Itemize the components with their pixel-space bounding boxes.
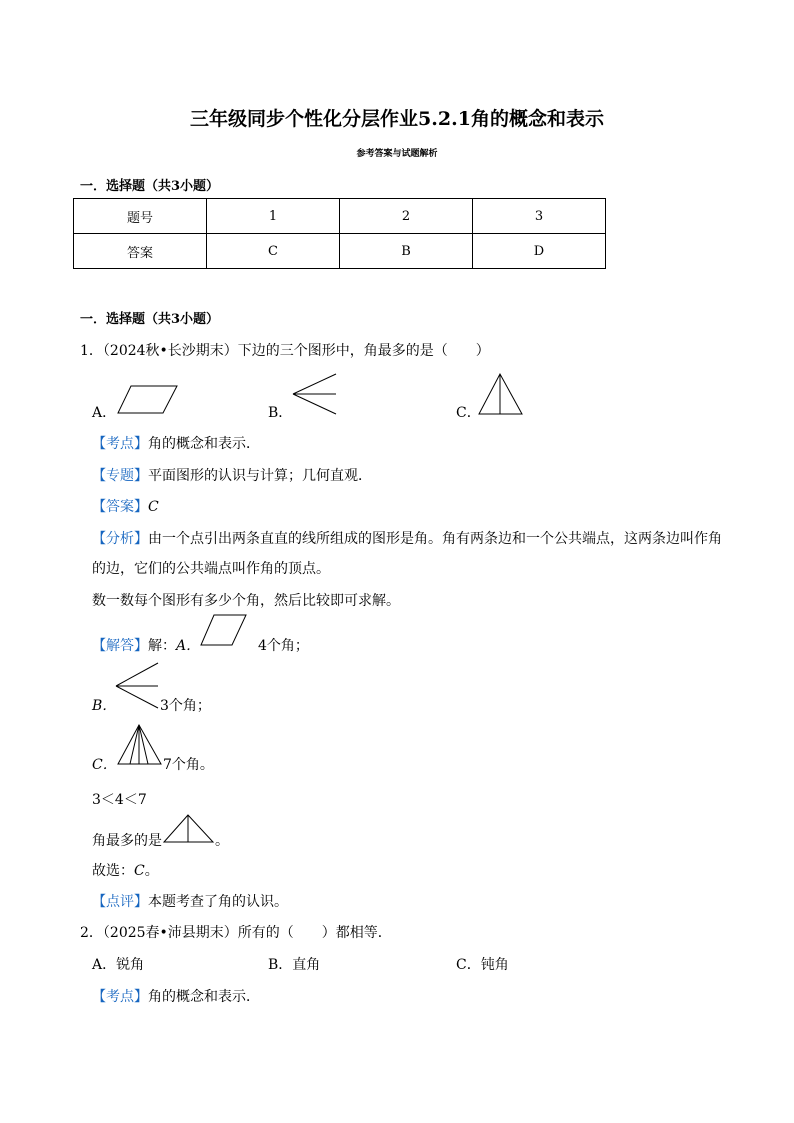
q1-kaodian bbox=[92, 433, 260, 453]
daan-tag: 【答案】 bbox=[92, 499, 148, 515]
jieda-tag: 【解答】 bbox=[92, 638, 148, 654]
jieda-c-letter: C． bbox=[92, 757, 117, 773]
parallelogram-figure-small bbox=[200, 614, 248, 647]
choice-letter: C bbox=[134, 863, 145, 879]
dianping-tag: 【点评】 bbox=[92, 894, 148, 910]
fenxi-text-1: 由一个点引出两条直直的线所组成的图形是角。角有两条边和一个公共端点，这两条边叫作角 bbox=[148, 531, 722, 547]
q1-choice bbox=[92, 860, 159, 880]
kaodian-text: 角的概念和表示． bbox=[148, 436, 260, 452]
comparison: 3＜4＜7 bbox=[92, 792, 147, 808]
table-cell: 1 bbox=[207, 199, 340, 234]
table-row-header bbox=[74, 199, 606, 234]
q1-jieda-a bbox=[92, 635, 200, 655]
jieda-b-count: 3个角； bbox=[160, 698, 211, 714]
table-cell: 2 bbox=[340, 199, 473, 234]
choice-prefix: 故选： bbox=[92, 863, 134, 879]
fenxi-tag: 【分析】 bbox=[92, 531, 148, 547]
page-title: 三年级同步个性化分层作业5.2.1角的概念和表示 bbox=[190, 108, 604, 130]
q1-fenxi-line-1 bbox=[92, 528, 722, 548]
table-cell: 题号 bbox=[74, 199, 207, 234]
section-heading-2: 一．选择题（共3小题） bbox=[80, 312, 220, 327]
rays-figure-small bbox=[115, 662, 161, 710]
jieda-prefix: 解： bbox=[148, 638, 176, 654]
jieda-c-count: 7个角。 bbox=[163, 757, 214, 773]
page-subtitle: 参考答案与试题解析 bbox=[356, 149, 438, 159]
choice-suffix: 。 bbox=[144, 863, 159, 879]
q1-option-c-label: C． bbox=[456, 405, 481, 421]
zhuanti-tag: 【专题】 bbox=[92, 468, 148, 484]
dianping-text: 本题考查了角的认识。 bbox=[148, 894, 288, 910]
q1-dianping bbox=[92, 891, 288, 911]
triangle-figure bbox=[478, 373, 524, 416]
q1-daan bbox=[92, 496, 159, 516]
table-cell: 3 bbox=[473, 199, 606, 234]
kaodian-tag: 【考点】 bbox=[92, 436, 148, 452]
q2-option-a: A．锐角 bbox=[92, 957, 145, 973]
section-heading-1: 一．选择题（共3小题） bbox=[80, 179, 220, 194]
table-cell: B bbox=[340, 234, 473, 269]
q1-fenxi-line-3: 数一数每个图形有多少个角，然后比较即可求解。 bbox=[92, 593, 400, 609]
question-2-stem: 2．（2025春•沛县期末）所有的（ ）都相等． bbox=[80, 925, 392, 941]
parallelogram-figure bbox=[117, 385, 179, 415]
q2-option-c: C．钝角 bbox=[456, 957, 509, 973]
most-prefix: 角最多的是 bbox=[92, 833, 162, 849]
q1-option-a-label: A． bbox=[92, 405, 117, 421]
q2-option-b: B．直角 bbox=[268, 957, 321, 973]
rays-figure bbox=[290, 373, 338, 415]
most-suffix: 。 bbox=[215, 833, 229, 849]
jieda-a-count: 4个角； bbox=[258, 638, 309, 654]
daan-text: C bbox=[148, 499, 159, 515]
q1-zhuanti bbox=[92, 465, 372, 485]
q2-kaodian-text: 角的概念和表示． bbox=[148, 989, 260, 1005]
q2-kaodian bbox=[92, 986, 260, 1006]
question-1-stem: 1．（2024秋•长沙期末）下边的三个图形中，角最多的是（ ） bbox=[80, 343, 490, 359]
triangle-figure-small bbox=[117, 724, 163, 766]
zhuanti-text: 平面图形的认识与计算；几何直观． bbox=[148, 468, 372, 484]
table-cell: 答案 bbox=[74, 234, 207, 269]
jieda-b-letter: B． bbox=[92, 698, 117, 714]
q1-fenxi-line-2: 的边，它们的公共端点叫作角的顶点。 bbox=[92, 561, 330, 577]
table-cell: D bbox=[473, 234, 606, 269]
jieda-a-letter: A． bbox=[176, 638, 201, 654]
table-row-answers bbox=[74, 234, 606, 269]
q1-option-b-label: B． bbox=[268, 405, 293, 421]
q2-kaodian-tag: 【考点】 bbox=[92, 989, 148, 1005]
triangle-figure-answer bbox=[163, 814, 215, 844]
table-cell: C bbox=[207, 234, 340, 269]
answer-table bbox=[73, 198, 606, 269]
